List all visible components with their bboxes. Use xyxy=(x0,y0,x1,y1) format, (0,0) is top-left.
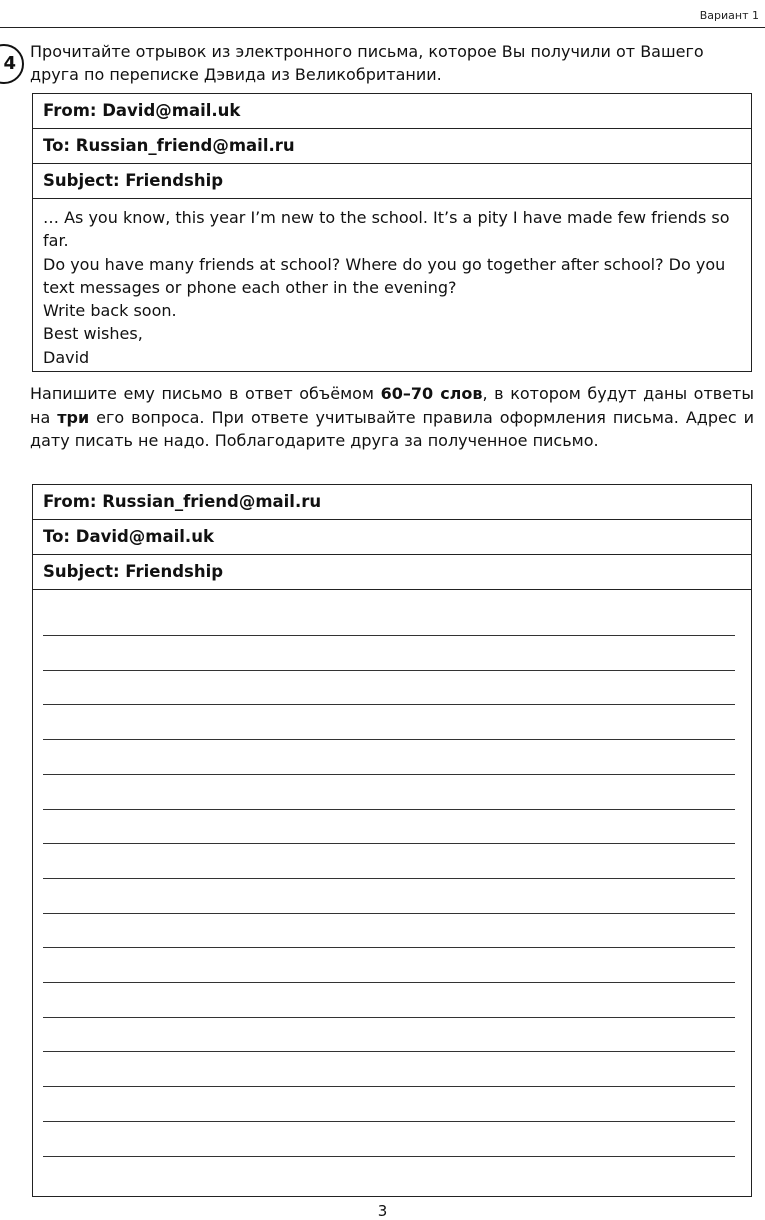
writing-line xyxy=(43,1156,735,1157)
writing-line xyxy=(43,809,735,810)
writing-line xyxy=(43,1121,735,1122)
instruction-text: Напишите ему письмо в ответ объёмом xyxy=(30,384,381,403)
writing-line xyxy=(43,1017,735,1018)
incoming-line: David xyxy=(43,347,90,367)
writing-lines xyxy=(43,590,735,1196)
writing-line xyxy=(43,982,735,983)
writing-line xyxy=(43,739,735,740)
writing-line xyxy=(43,843,735,844)
page-number: 3 xyxy=(377,1202,388,1220)
writing-line xyxy=(43,1086,735,1087)
reply-from: From: Russian_friend@mail.ru xyxy=(33,485,751,520)
task-number-badge xyxy=(0,44,24,84)
incoming-from: From: David@mail.uk xyxy=(33,94,751,129)
reply-to: To: David@mail.uk xyxy=(33,520,751,555)
instruction-word-count: 60–70 слов xyxy=(380,384,483,403)
writing-line xyxy=(43,774,735,775)
incoming-to: To: Russian_friend@mail.ru xyxy=(33,129,751,164)
task-number: 4 xyxy=(3,53,16,74)
task-intro: Прочитайте отрывок из электронного письма, которое Вы получили от Вашего друга по переписке Дэвида из Великобритании. xyxy=(30,42,704,84)
writing-line xyxy=(43,1051,735,1052)
incoming-subject: Subject: Friendship xyxy=(33,164,751,199)
incoming-letter xyxy=(32,93,752,372)
incoming-body xyxy=(33,199,751,369)
incoming-line: Write back soon. xyxy=(43,301,177,321)
writing-line xyxy=(43,878,735,879)
writing-line xyxy=(43,704,735,705)
incoming-line: … As you know, this year I’m new to the school. It’s a pity I have made few friends so far. xyxy=(43,208,730,251)
writing-line xyxy=(43,635,735,636)
reply-letter xyxy=(32,484,752,1197)
reply-writing-area[interactable] xyxy=(33,590,751,1196)
incoming-line: Do you have many friends at school? Where do you go together after school? Do you text messages or phone each other in the evening? xyxy=(43,254,726,297)
reply-subject: Subject: Friendship xyxy=(33,555,751,590)
incoming-line: Best wishes, xyxy=(43,324,143,344)
instruction-text: , в котором будут даны ответы на xyxy=(30,384,755,427)
header-rule xyxy=(0,27,765,28)
variant-label: Вариант 1 xyxy=(699,9,759,22)
instruction-text: его вопроса. При ответе учитывайте правила оформления письма. Адрес и дату писать не надо. Поблагодарите друга за полученное письмо. xyxy=(30,407,755,450)
writing-line xyxy=(43,913,735,914)
task-instruction xyxy=(30,382,754,453)
writing-line xyxy=(43,947,735,948)
instruction-question-count: три xyxy=(57,407,90,427)
writing-line xyxy=(43,670,735,671)
